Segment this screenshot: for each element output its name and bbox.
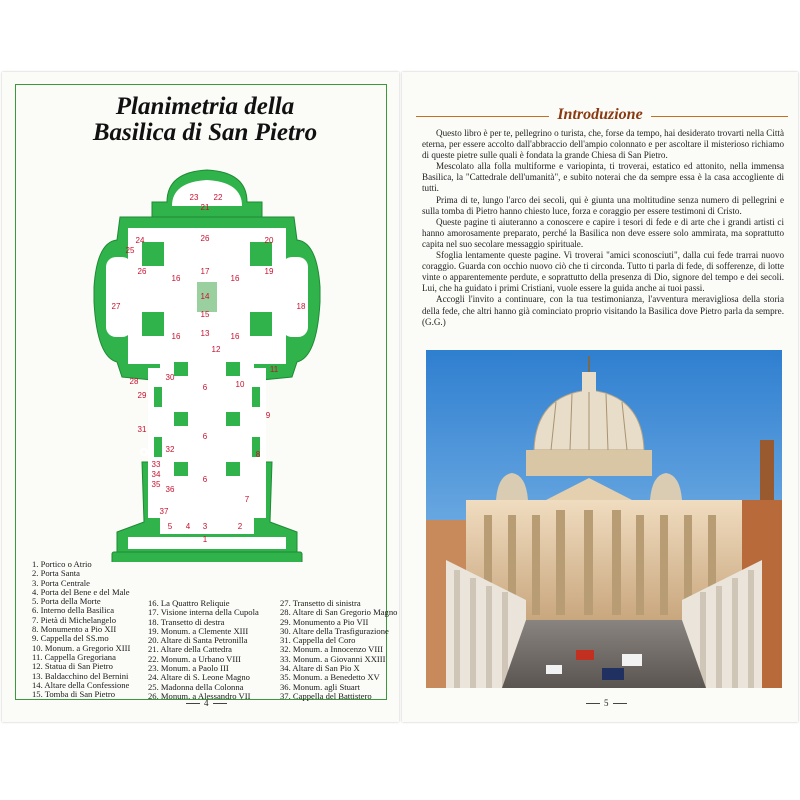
legend-item: 35. Monum. a Benedetto XV [280,672,380,683]
plan-label: 26 [137,267,147,276]
legend-item: 8. Monumento a Pio XII [32,624,117,635]
paragraph: Mescolato alla folla multiforme e variopinta, ti troverai, estatico ed attonito, nella immensa Basilica, la "Cattedrale dell'umanità", e subito noterai che da sempre essa è la casa accogliente di tutti. [422,161,784,194]
legend-item: 26. Monum. a Alessandro VII [148,690,251,701]
left-page [2,72,399,722]
plan-label: 12 [211,345,221,354]
plan-label: 1 [202,535,208,544]
plan-label: 6 [202,383,208,392]
plan-label: 23 [189,193,199,202]
legend-item: 2. Porta Santa [32,568,80,579]
plan-label: 6 [202,475,208,484]
plan-label: 13 [200,329,210,338]
plan-label: 21 [200,203,210,212]
legend-item: 33. Monum. a Giovanni XXIII [280,653,386,664]
plan-label: 34 [151,470,161,479]
legend-item: 23. Monum. a Paolo III [148,663,229,674]
legend-column-3 [280,599,397,701]
legend-item: 13. Baldacchino del Bernini [32,670,129,681]
legend-item: 9. Cappella del SS.mo [32,633,109,644]
plan-label: 16 [171,274,181,283]
legend-item: 30. Altare della Trasfigurazione [280,625,389,636]
paragraph: Queste pagine ti aiuteranno a conoscere e capire i tesori di fede e di arte che i grandi artisti ci hanno amorosamente preparato, perché la Basilica non deve essere solo ammirata, ma soprattutto capita nel suo secolare messaggio spirituale. [422,216,784,249]
plan-label: 2 [237,522,243,531]
legend-column-1 [32,560,130,699]
intro-body [422,128,784,328]
legend-item: 24. Altare di S. Leone Magno [148,672,250,683]
plan-label: 31 [137,425,147,434]
legend-item: 3. Porta Centrale [32,577,90,588]
plan-label: 24 [135,236,145,245]
plan-label: 18 [296,302,306,311]
paragraph: Accogli l'invito a continuare, con la tua testimonianza, l'avventura meravigliosa della storia della fede, che altri hanno già cominciato proprio visitando la Basilica dove Pietro parla da sempre. (G.G.) [422,294,784,327]
basilica-photo [426,350,782,688]
plan-label: 17 [200,267,210,276]
legend-item: 16. La Quattro Reliquie [148,598,230,608]
legend-item: 28. Altare di San Gregorio Magno [280,607,398,618]
legend-item: 32. Monum. a Innocenzo VIII [280,644,383,655]
plan-label: 37 [159,507,169,516]
legend-item: 34. Altare di San Pio X [280,663,360,674]
right-page [402,72,798,722]
legend-item: 29. Monumento a Pio VII [280,616,369,627]
plan-label: 26 [200,234,210,243]
legend-item: 1. Portico o Atrio [32,559,92,569]
plan-label: 11 [269,365,279,374]
legend-item: 4. Porta del Bene e del Male [32,586,130,597]
paragraph: Prima di te, lungo l'arco dei secoli, qui è giunta una moltitudine senza numero di pellegrini e sulla tomba di Pietro hanno chiesto luce, forza e coraggio per essere testimoni di Cristo. [422,194,784,216]
paragraph: Sfoglia lentamente queste pagine. Vi troverai "amici sconosciuti", dalla cui fede trarrai nuovo coraggio. Guarda con occhio nuovo ciò che ti circonda. Tutto ti parla di fede, di sofferenze, di lotte vinte o apparentemente perdute, e soprattutto della presenza di Dio, signore del tempo e dei secoli. Lui, che ha guidato i primi Cristiani, vuole essere la guida anche ai tuoi passi. [422,250,784,294]
page-number-right: 5 [582,698,631,708]
plan-label: 28 [129,377,139,386]
plan-label: 16 [230,332,240,341]
plan-label: 7 [244,495,250,504]
plan-label: 5 [167,522,173,531]
plan-label: 15 [200,310,210,319]
plan-label: 10 [235,380,245,389]
legend-item: 6. Interno della Basilica [32,605,115,616]
legend-column-2 [148,599,259,701]
plan-label: 6 [202,432,208,441]
plan-label: 35 [151,480,161,489]
plan-label: 22 [213,193,223,202]
legend-item: 22. Monum. a Urbano VIII [148,653,241,664]
legend-item: 18. Transetto di destra [148,616,225,627]
legend-item: 5. Porta della Morte [32,596,101,607]
intro-heading: Introduzione [402,106,798,124]
legend-item: 17. Visione interna della Cupola [148,607,259,618]
plan-label: 3 [202,522,208,531]
legend-item: 10. Monum. a Gregorio XIII [32,642,131,653]
legend-item: 31. Cappella del Coro [280,635,356,646]
legend-item: 36. Monum. agli Stuart [280,681,360,692]
legend-item: 21. Altare della Cattedra [148,644,232,655]
plan-label: 14 [200,292,210,301]
plan-label: 25 [125,246,135,255]
basilica-floor-plan [92,162,322,562]
plan-label: 30 [165,373,175,382]
plan-label: 19 [264,267,274,276]
plan-label: 29 [137,391,147,400]
title-line-2: Basilica di San Pietro [92,119,318,146]
legend-item: 25. Madonna della Colonna [148,681,244,692]
legend-item: 12. Statua di San Pietro [32,661,113,672]
plan-label: 16 [171,332,181,341]
paragraph: Questo libro è per te, pellegrino o turista, che, forse da tempo, hai desiderato trovarti nella Città eterna, per essere accolto dall'abbraccio dell'ampio colonnato e per ascoltare il misterioso richiamo di queste pietre sulle quali è fondata la grande Chiesa di San Pietro. [422,128,784,161]
legend-item: 19. Monum. a Clemente XIII [148,625,249,636]
title-line-1: Planimetria della [115,93,295,120]
plan-label: 4 [185,522,191,531]
legend-item: 15. Tomba di San Pietro [32,689,116,700]
legend-item: 14. Altare della Confessione [32,679,130,690]
legend-item: 37. Cappella del Battistero [280,690,372,701]
legend-item: 7. Pietà di Michelangelo [32,614,117,625]
plan-label: 20 [264,236,274,245]
plan-label: 36 [165,485,175,494]
legend-item: 27. Transetto di sinistra [280,598,361,608]
legend-item: 20. Altare di Santa Petronilla [148,635,248,646]
plan-title [20,94,390,146]
plan-label: 8 [255,450,261,459]
plan-label: 9 [265,411,271,420]
plan-label: 16 [230,274,240,283]
plan-label: 33 [151,460,161,469]
page-number-left: 4 [182,698,231,708]
plan-label: 27 [111,302,121,311]
plan-label: 32 [165,445,175,454]
legend-item: 11. Cappella Gregoriana [32,651,116,662]
